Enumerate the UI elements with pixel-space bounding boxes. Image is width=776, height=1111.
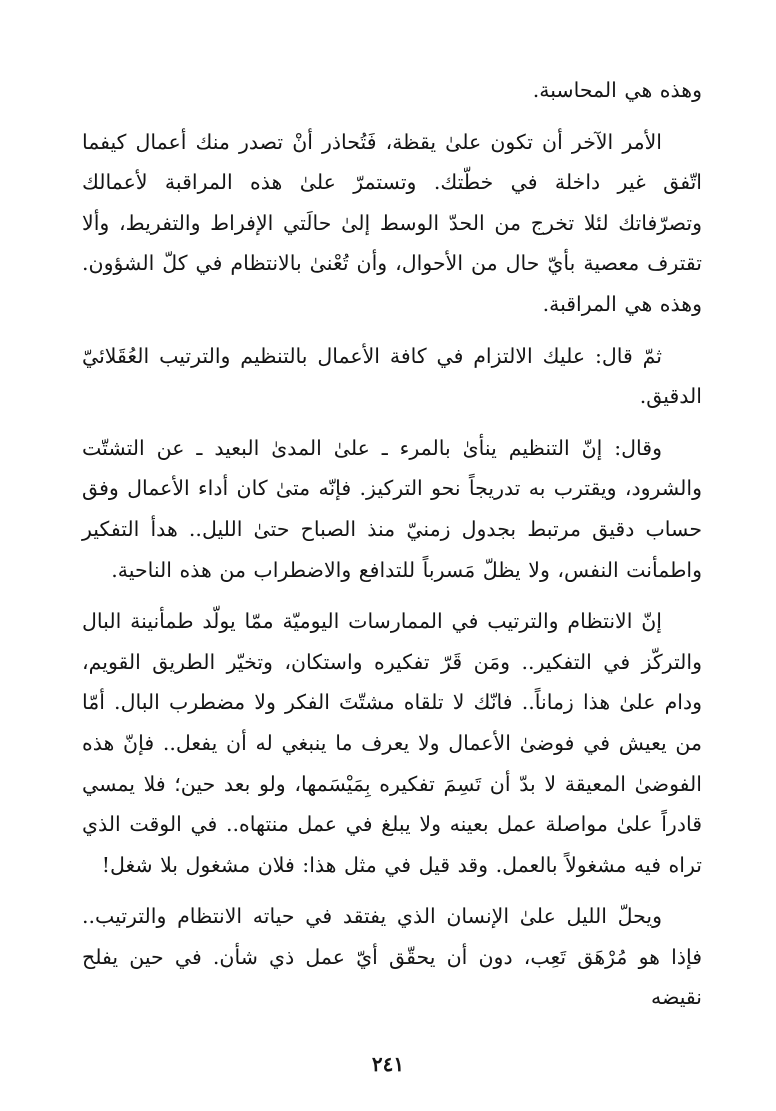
paragraph-organization-benefits: وقال: إنّ التنظيم ينأىٰ بالمرء ـ علىٰ المدىٰ البعيد ـ عن التشتّت والشرود، ويقترب به تدريجاً نحو التركيز. فإنّه متىٰ كان أداء الأعمال وفق حساب دقيق مرتبط بجدول زمنيّ منذ الصباح حتىٰ الليل.. هدأ التفكير واطمأنت النفس، ولا يظلّ مَسرباً للتدافع والاضطراب من هذه الناحية. xyxy=(82,435,702,582)
paragraph-organization-commitment: ثمّ قال: عليك الالتزام في كافة الأعمال بالتنظيم والترتيب العُقَلائيّ الدقيق. xyxy=(82,343,702,409)
paragraph-night-and-disorder: ويحلّ الليل علىٰ الإنسان الذي يفتقد في حياته الانتظام والترتيب.. فإذا هو مُرْهَق تَعِب، دون أن يحقّق أيّ عمل ذي شأن. في حين يفلح نقيضه xyxy=(82,904,702,1010)
page-body-text xyxy=(82,70,702,1018)
paragraph-order-and-tranquility: إنّ الانتظام والترتيب في الممارسات اليوميّة ممّا يولّد طمأنينة البال والتركّز في التفكير.. ومَن قَرّ تفكيره واستكان، وتخيّر الطريق القويم، ودام علىٰ هذا زماناً.. فانّك لا تلقاه مشتّتَ الفكر ولا مضطرب البال. أمّا من يعيش في فوضىٰ الأعمال ولا يعرف ما ينبغي له أن يفعل.. فإنّ هذه الفوضىٰ المعيقة لا بدّ أن تَسِمَ تفكيره بِمَيْسَمها، ولو بعد حين؛ فلا يمسي قادراً علىٰ مواصلة عمل بعينه ولا يبلغ في عمل منتهاه.. في الوقت الذي تراه فيه مشغولاً بالعمل. وقد قيل في مثل هذا: فلان مشغول بلا شغل! xyxy=(82,609,702,877)
paragraph-muhasaba-ending: وهذه هي المحاسبة. xyxy=(532,78,702,102)
paragraph-muraqaba: الأمر الآخر أن تكون علىٰ يقظة، فَتُحاذر أنْ تصدر منك أعمال كيفما اتّفق غير داخلة في خطّتك. وتستمرّ علىٰ هذه المراقبة لأعمالك وتصرّفاتك لئلا تخرج من الحدّ الوسط إلىٰ حالَتي الإفراط والتفريط، وألا تقترف معصية بأيّ حال من الأحوال، وأن تُعْنىٰ بالانتظام في كلّ الشؤون. وهذه هي المراقبة. xyxy=(82,129,702,316)
page-number: ٢٤١ xyxy=(371,1052,405,1076)
